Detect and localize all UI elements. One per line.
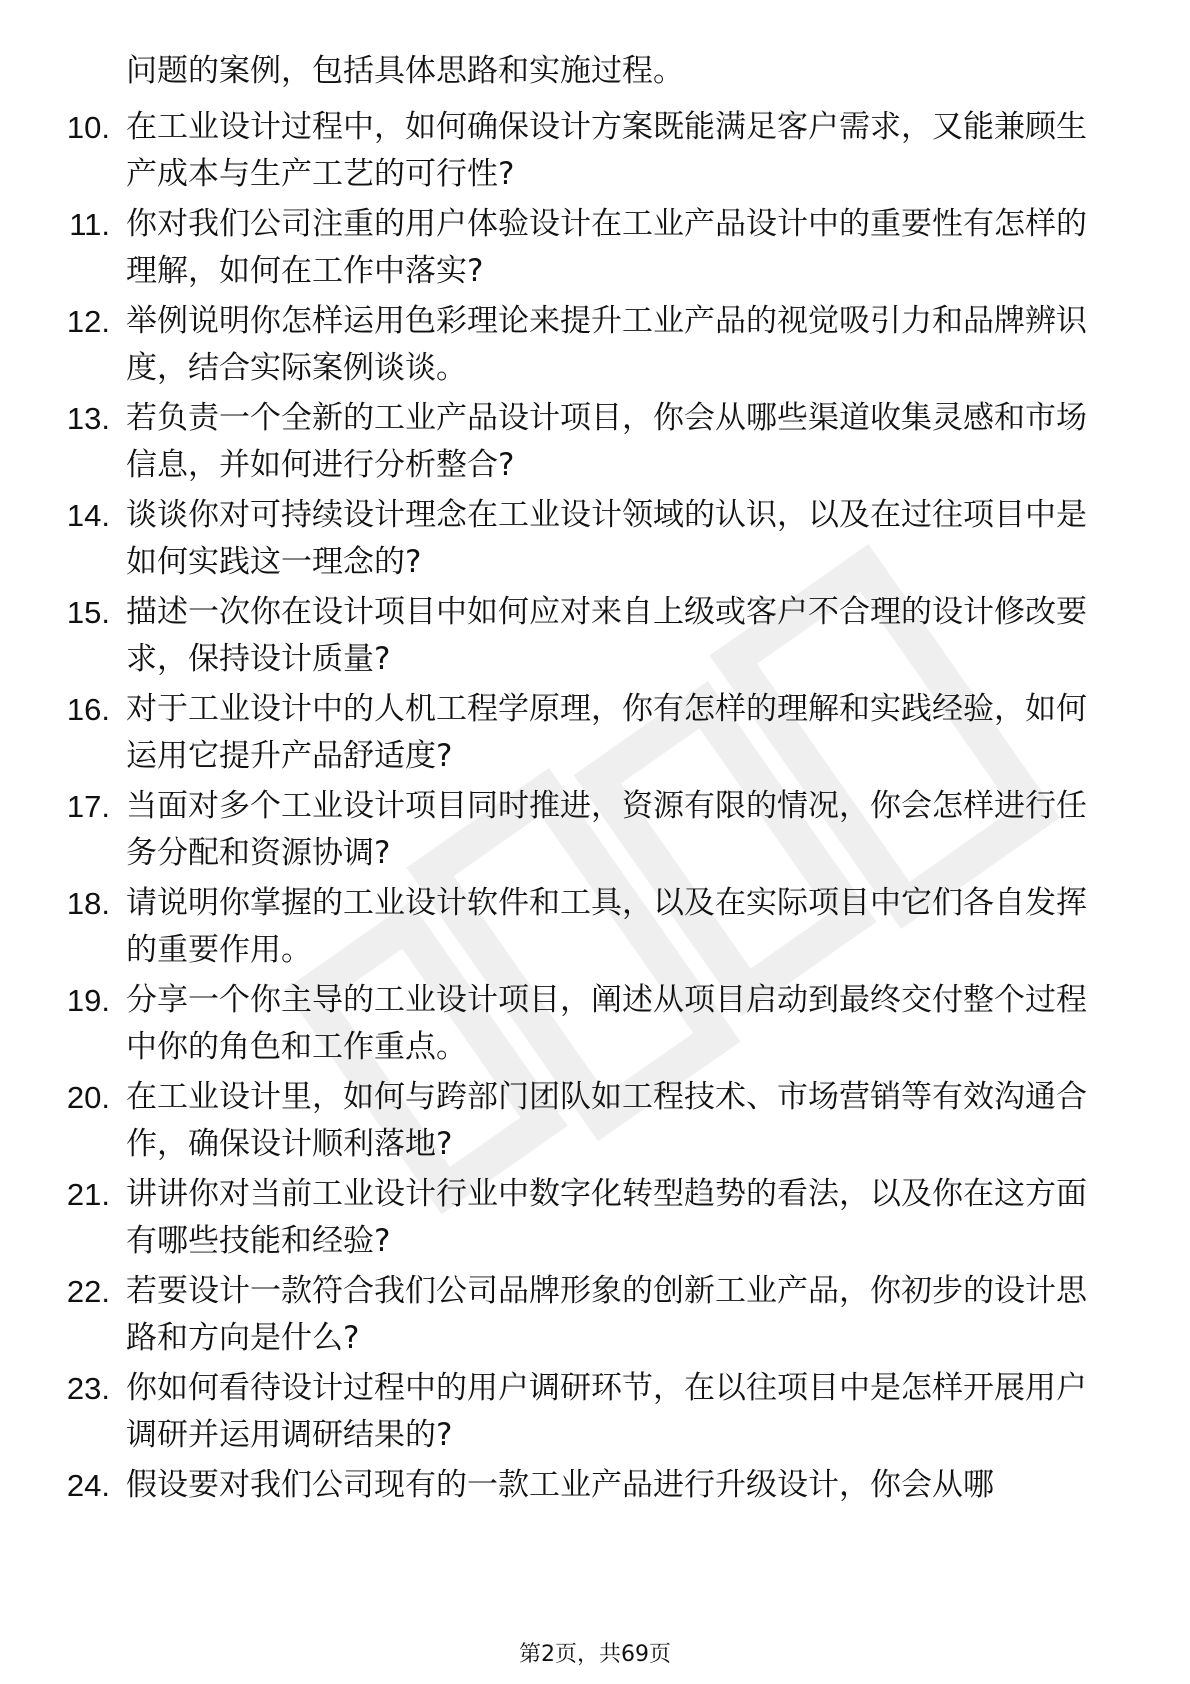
- question-number: 17.: [66, 789, 110, 824]
- page-number-footer: 第2页，共69页: [519, 1642, 671, 1667]
- question-number: 20.: [66, 1080, 110, 1115]
- question-text: 描述一次你在设计项目中如何应对来自上级或客户不合理的设计修改要求，保持设计质量?: [126, 594, 1087, 677]
- question-text: 若负责一个全新的工业产品设计项目，你会从哪些渠道收集灵感和市场信息，并如何进行分析整合?: [126, 400, 1087, 483]
- continuation-text: 问题的案例，包括具体思路和实施过程。: [126, 53, 684, 89]
- question-text: 你对我们公司注重的用户体验设计在工业产品设计中的重要性有怎样的理解，如何在工作中落实?: [126, 206, 1087, 289]
- question-text: 举例说明你怎样运用色彩理论来提升工业产品的视觉吸引力和品牌辨识度，结合实际案例谈谈。: [126, 303, 1087, 386]
- question-text: 对于工业设计中的人机工程学原理，你有怎样的理解和实践经验，如何运用它提升产品舒适度?: [126, 691, 1087, 774]
- question-text: 谈谈你对可持续设计理念在工业设计领域的认识，以及在过往项目中是如何实践这一理念的?: [126, 497, 1087, 580]
- question-number: 16.: [66, 692, 110, 727]
- question-text: 分享一个你主导的工业设计项目，阐述从项目启动到最终交付整个过程中你的角色和工作重点。: [126, 982, 1087, 1065]
- question-text: 在工业设计过程中，如何确保设计方案既能满足客户需求，又能兼顾生产成本与生产工艺的可行性?: [126, 109, 1087, 192]
- question-number: 21.: [66, 1177, 110, 1212]
- question-number: 10.: [66, 110, 110, 145]
- question-number: 15.: [66, 595, 110, 630]
- question-text: 假设要对我们公司现有的一款工业产品进行升级设计，你会从哪: [126, 1467, 994, 1503]
- question-number: 13.: [66, 401, 110, 436]
- question-number: 24.: [66, 1468, 110, 1503]
- question-text: 讲讲你对当前工业设计行业中数字化转型趋势的看法，以及你在这方面有哪些技能和经验?: [126, 1176, 1087, 1259]
- question-text: 请说明你掌握的工业设计软件和工具，以及在实际项目中它们各自发挥的重要作用。: [126, 885, 1087, 968]
- question-number: 12.: [66, 304, 110, 339]
- question-text: 当面对多个工业设计项目同时推进，资源有限的情况，你会怎样进行任务分配和资源协调?: [126, 788, 1087, 871]
- question-text: 若要设计一款符合我们公司品牌形象的创新工业产品，你初步的设计思路和方向是什么?: [126, 1273, 1087, 1356]
- question-number: 18.: [66, 886, 110, 921]
- question-number: 22.: [66, 1274, 110, 1309]
- question-number: 19.: [66, 983, 110, 1018]
- question-number: 11.: [69, 207, 110, 242]
- question-text: 你如何看待设计过程中的用户调研环节，在以往项目中是怎样开展用户调研并运用调研结果的?: [126, 1370, 1087, 1453]
- question-number: 23.: [66, 1371, 110, 1406]
- question-text: 在工业设计里，如何与跨部门团队如工程技术、市场营销等有效沟通合作，确保设计顺利落地?: [126, 1079, 1087, 1162]
- question-number: 14.: [66, 498, 110, 533]
